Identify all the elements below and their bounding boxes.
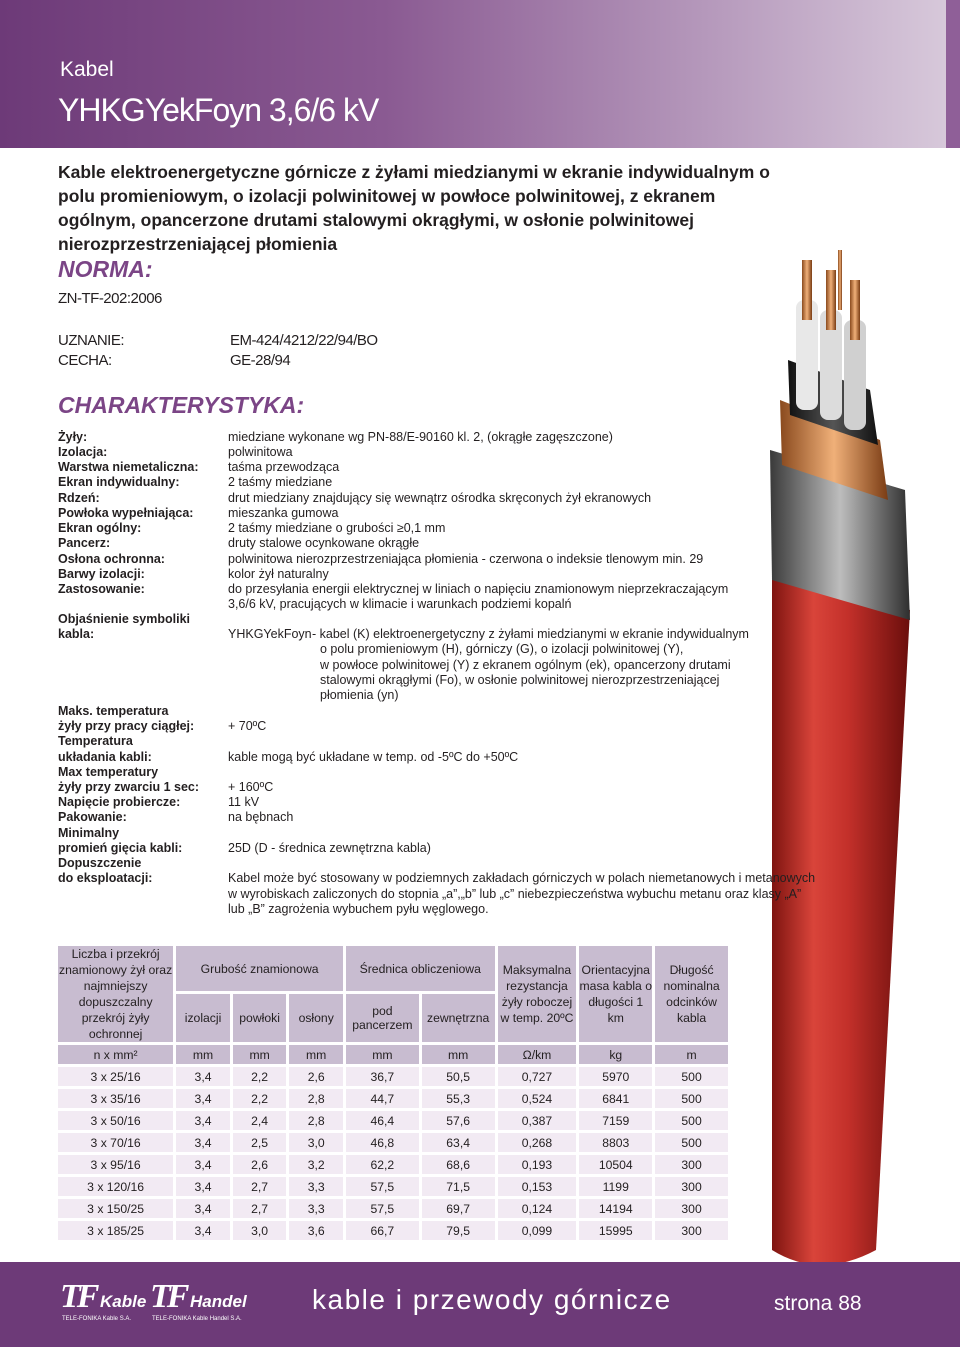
table-cell: 68,6 (422, 1155, 495, 1174)
table-row (58, 1067, 728, 1086)
spec-label-oslona: Osłona ochronna: (58, 552, 165, 566)
label-packaging: Pakowanie: (58, 810, 127, 824)
table-cell: 3 x 25/16 (58, 1067, 173, 1086)
table-cell: 66,7 (346, 1221, 419, 1240)
cecha-value: GE-28/94 (230, 352, 291, 369)
spec-label-rdzen: Rdzeń: (58, 491, 100, 505)
label-laying-temp-1: Temperatura (58, 734, 133, 748)
norma-value: ZN-TF-202:2006 (58, 290, 162, 307)
value-test-voltage: 11 kV (228, 795, 260, 809)
spec-value-oslona: polwinitowa nierozprzestrzeniająca płomienia - czerwona o indeksie tlenowym min. 29 (228, 552, 704, 566)
table-cell: 300 (655, 1221, 728, 1240)
table-cell: 500 (655, 1133, 728, 1152)
table-cell: 10504 (579, 1155, 652, 1174)
symbol-label-1: Objaśnienie symboliki (58, 612, 190, 626)
symbol-line: o polu promieniowym (H), górniczy (G), o izolacji polwinitowej (Y), (320, 642, 684, 657)
tf-kable-logo (60, 1278, 147, 1326)
table-cell: 7159 (579, 1111, 652, 1130)
page-number: strona 88 (774, 1292, 862, 1315)
value-max-temp: + 70ºC (228, 719, 267, 733)
table-cell: 0,193 (498, 1155, 577, 1174)
spec-value-barwy: kolor żył naturalny (228, 567, 329, 581)
spec-label-barwy: Barwy izolacji: (58, 567, 145, 581)
unit-cell: mm (422, 1045, 495, 1064)
header-length: Długość nominalna odcinków kabla (655, 946, 728, 1042)
table-cell: 3,3 (289, 1199, 343, 1218)
unit-cell: mm (176, 1045, 230, 1064)
conductor-1 (802, 260, 812, 320)
spec-value-ekran-ogolny: 2 taśmy miedziane o grubości ≥0,1 mm (228, 521, 446, 535)
header-edge-strip (946, 0, 960, 148)
table-cell: 8803 (579, 1133, 652, 1152)
table-cell: 2,4 (233, 1111, 287, 1130)
table-cell: 300 (655, 1199, 728, 1218)
table-cell: 300 (655, 1155, 728, 1174)
spec-label-izolacja: Izolacja: (58, 445, 108, 459)
label-bending-1: Minimalny (58, 826, 120, 840)
page-header (0, 0, 960, 148)
symbol-label-2: kabla: (58, 627, 95, 641)
spec-label-ekran-indywidualny: Ekran indywidualny: (58, 475, 180, 489)
header-cross-section: Liczba i przekrój znamionowy żył oraz najmniejszy dopuszczalny przekrój żyły ochronnej (59, 947, 173, 1041)
table-cell: 0,153 (498, 1177, 577, 1196)
uznanie-value: EM-424/4212/22/94/BO (230, 332, 378, 349)
page-footer (0, 1262, 960, 1347)
label-short-circuit-1: Max temperatury (58, 765, 159, 779)
table-row (58, 1089, 728, 1108)
spec-label-warstwa: Warstwa niemetaliczna: (58, 460, 199, 474)
table-cell: 0,124 (498, 1199, 577, 1218)
conductor-2 (826, 270, 836, 330)
unit-cell: mm (233, 1045, 287, 1064)
spec-value-zastosowanie: do przesyłania energii elektrycznej w liniach o napięciu znamionowym nieprzekraczającym (228, 582, 729, 596)
value-approval-2: w wyrobiskach zaliczonych do stopnia „a”,„b” lub „c” niebezpieczeństwa wybuchu metanu oraz klasy „A” (228, 887, 802, 901)
value-approval-3: lub „B” zagrożenia wybuchem pyłu węglowego. (228, 902, 489, 916)
table-row (58, 1133, 728, 1152)
table-cell: 46,4 (346, 1111, 419, 1130)
value-laying-temp: kable mogą być układane w temp. od -5ºC do +50ºC (228, 750, 519, 764)
header-zewnetrzna: zewnętrzna (422, 994, 495, 1042)
table-cell: 44,7 (346, 1089, 419, 1108)
table-cell: 63,4 (422, 1133, 495, 1152)
table-cell: 69,7 (422, 1199, 495, 1218)
table-cell: 2,8 (289, 1111, 343, 1130)
tf-kable-logo-sub: TELE-FONIKA Kable S.A. (62, 1316, 132, 1322)
value-bending: 25D (D - średnica zewnętrzna kabla) (228, 841, 431, 855)
value-packaging: na bębnach (228, 810, 294, 824)
spec-value-pancerz: druty stalowe ocynkowane okrągłe (228, 536, 420, 550)
table-cell: 57,5 (346, 1199, 419, 1218)
table-cell: 3,4 (176, 1155, 230, 1174)
tf-kable-logo-word: Kable (100, 1292, 147, 1311)
table-cell: 36,7 (346, 1067, 419, 1086)
table-cell: 500 (655, 1111, 728, 1130)
table-cell: 3,2 (289, 1155, 343, 1174)
header-resistance: Maksymalna rezystancja żyły roboczej w temp. 20ºC (498, 946, 577, 1042)
table-cell: 14194 (579, 1199, 652, 1218)
table-cell: 3 x 50/16 (58, 1111, 173, 1130)
unit-cell: kg (579, 1045, 652, 1064)
table-cell: 0,387 (498, 1111, 577, 1130)
tf-handel-logo-word: Handel (190, 1292, 247, 1311)
table-cell: 3,4 (176, 1177, 230, 1196)
cable-cross-section-image (700, 240, 930, 1280)
table-cell: 3,6 (289, 1221, 343, 1240)
table-cell: 15995 (579, 1221, 652, 1240)
norma-heading: NORMA: (58, 256, 153, 282)
spec-value-izolacja: polwinitowa (228, 445, 293, 459)
table-cell: 3,0 (233, 1221, 287, 1240)
table-cell: 3,4 (176, 1111, 230, 1130)
characteristics-heading: CHARAKTERYSTYKA: (58, 392, 305, 418)
table-cell: 0,099 (498, 1221, 577, 1240)
spec-value-warstwa: taśma przewodząca (228, 460, 340, 474)
symbol-line: w powłoce polwinitowej (Y) z ekranem ogólnym (ek), opancerzony drutami (320, 657, 731, 672)
unit-cell: m (655, 1045, 728, 1064)
spec-label-powloka: Powłoka wypełniająca: (58, 506, 194, 520)
table-cell: 2,2 (233, 1089, 287, 1108)
table-cell: 2,2 (233, 1067, 287, 1086)
table-cell: 57,5 (346, 1177, 419, 1196)
table-cell: 62,2 (346, 1155, 419, 1174)
spec-label-zyly: Żyły: (58, 430, 88, 444)
table-cell: 3 x 150/25 (58, 1199, 173, 1218)
table-cell: 46,8 (346, 1133, 419, 1152)
table-cell: 0,727 (498, 1067, 577, 1086)
header-thickness: Grubość znamionowa (176, 946, 343, 991)
table-cell: 50,5 (422, 1067, 495, 1086)
spec-value-zastosowanie-cont: 3,6/6 kV, pracujących w klimacie i warunkach podziemi kopalń (228, 597, 572, 611)
unit-cell: mm (346, 1045, 419, 1064)
symbol-line: - kabel (K) elektroenergetyczny z żyłami miedzianymi w ekranie indywidualnym (312, 627, 749, 641)
table-row (58, 1199, 728, 1218)
table-cell: 2,7 (233, 1177, 287, 1196)
table-cell: 71,5 (422, 1177, 495, 1196)
tf-handel-logo-sub: TELE-FONIKA Kable Handel S.A. (152, 1316, 242, 1322)
header-oslony: osłony (289, 994, 343, 1042)
technical-data-table (55, 943, 731, 1243)
page-title: YHKGYekFoyn 3,6/6 kV (58, 92, 379, 128)
value-approval-1: Kabel może być stosowany w podziemnych zakładach górniczych w polach niemetanowych i metanowych (228, 871, 816, 885)
footer-slogan: kable i przewody górnicze (312, 1284, 672, 1315)
table-cell: 0,268 (498, 1133, 577, 1152)
table-cell: 2,6 (289, 1067, 343, 1086)
label-max-temp-2: żyły przy pracy ciągłej: (58, 719, 195, 733)
header-powloki: powłoki (233, 994, 287, 1042)
table-cell: 2,6 (233, 1155, 287, 1174)
value-short-circuit: + 160ºC (228, 780, 274, 794)
table-cell: 5970 (579, 1067, 652, 1086)
table-cell: 3,4 (176, 1199, 230, 1218)
table-cell: 6841 (579, 1089, 652, 1108)
tf-handel-logo (150, 1278, 250, 1326)
tf-kable-logo-mark: TF (60, 1278, 96, 1315)
label-laying-temp-2: układania kabli: (58, 750, 152, 764)
table-cell: 3,3 (289, 1177, 343, 1196)
table-row (58, 1221, 728, 1240)
header-pod-pancerzem: pod pancerzem (346, 994, 419, 1042)
product-description: Kable elektroenergetyczne górnicze z żyłami miedzianymi w ekranie indywidualnym o polu promieniowym, o izolacji polwinitowej w powłoce polwinitowej, z ekranem ogólnym, opancerzone drutami stalowymi okrągłymi, w osłonie polwinitowej nierozprzestrzeniającej płomienia (58, 162, 770, 254)
table-cell: 3 x 35/16 (58, 1089, 173, 1108)
spec-value-ekran-indywidualny: 2 taśmy miedziane (228, 475, 333, 489)
header-mass: Orientacyjna masa kabla o długości 1 km (579, 946, 652, 1042)
table-cell: 2,8 (289, 1089, 343, 1108)
spec-value-zyly: miedziane wykonane wg PN-88/E-90160 kl. 2, (okrągłe zagęszczone) (228, 430, 613, 444)
label-short-circuit-2: żyły przy zwarciu 1 sec: (58, 780, 200, 794)
table-cell: 55,3 (422, 1089, 495, 1108)
header-izolacji: izolacji (176, 994, 230, 1042)
cecha-label: CECHA: (58, 352, 112, 369)
table-cell: 3 x 185/25 (58, 1221, 173, 1240)
label-approval-2: do eksploatacji: (58, 871, 153, 885)
table-cell: 3,4 (176, 1089, 230, 1108)
table-row (58, 1111, 728, 1130)
symbol-text (312, 627, 792, 703)
table-cell: 3 x 95/16 (58, 1155, 173, 1174)
uznanie-label: UZNANIE: (58, 332, 125, 349)
red-outer-sheath (772, 570, 910, 1265)
spec-label-pancerz: Pancerz: (58, 536, 111, 550)
table-cell: 3,4 (176, 1133, 230, 1152)
spec-value-powloka: mieszanka gumowa (228, 506, 339, 520)
spec-label-zastosowanie: Zastosowanie: (58, 582, 145, 596)
center-wire (838, 250, 842, 310)
conductor-3 (850, 280, 860, 340)
spec-label-ekran-ogolny: Ekran ogólny: (58, 521, 142, 535)
table-cell: 2,5 (233, 1133, 287, 1152)
label-bending-2: promień gięcia kabli: (58, 841, 183, 855)
table-cell: 0,524 (498, 1089, 577, 1108)
unit-cell: n x mm² (58, 1045, 173, 1064)
label-test-voltage: Napięcie probiercze: (58, 795, 181, 809)
table-row (58, 1155, 728, 1174)
header-diameter: Średnica obliczeniowa (346, 946, 495, 991)
symbol-line: stalowymi okrągłymi (Fo), w osłonie polwinitowej nierozprzestrzeniającej (320, 672, 720, 687)
table-cell: 3,0 (289, 1133, 343, 1152)
label-max-temp-1: Maks. temperatura (58, 704, 169, 718)
symbol-code: YHKGYekFoyn (228, 627, 312, 641)
table-cell: 3 x 120/16 (58, 1177, 173, 1196)
units-row (58, 1045, 728, 1064)
label-approval-1: Dopuszczenie (58, 856, 142, 870)
document-category: Kabel (60, 58, 114, 81)
table-cell: 3,4 (176, 1221, 230, 1240)
symbol-line: płomienia (yn) (320, 688, 399, 703)
spec-value-rdzen: drut miedziany znajdujący się wewnątrz ośrodka skręconych żył ekranowych (228, 491, 652, 505)
unit-cell: Ω/km (498, 1045, 577, 1064)
table-cell: 300 (655, 1177, 728, 1196)
table-cell: 3,4 (176, 1067, 230, 1086)
table-row (58, 1177, 728, 1196)
table-cell: 2,7 (233, 1199, 287, 1218)
table-cell: 79,5 (422, 1221, 495, 1240)
table-cell: 1199 (579, 1177, 652, 1196)
table-cell: 57,6 (422, 1111, 495, 1130)
table-cell: 500 (655, 1067, 728, 1086)
table-cell: 500 (655, 1089, 728, 1108)
tf-handel-logo-mark: TF (150, 1278, 186, 1315)
table-cell: 3 x 70/16 (58, 1133, 173, 1152)
technical-data-table-wrap (58, 943, 728, 1243)
unit-cell: mm (289, 1045, 343, 1064)
